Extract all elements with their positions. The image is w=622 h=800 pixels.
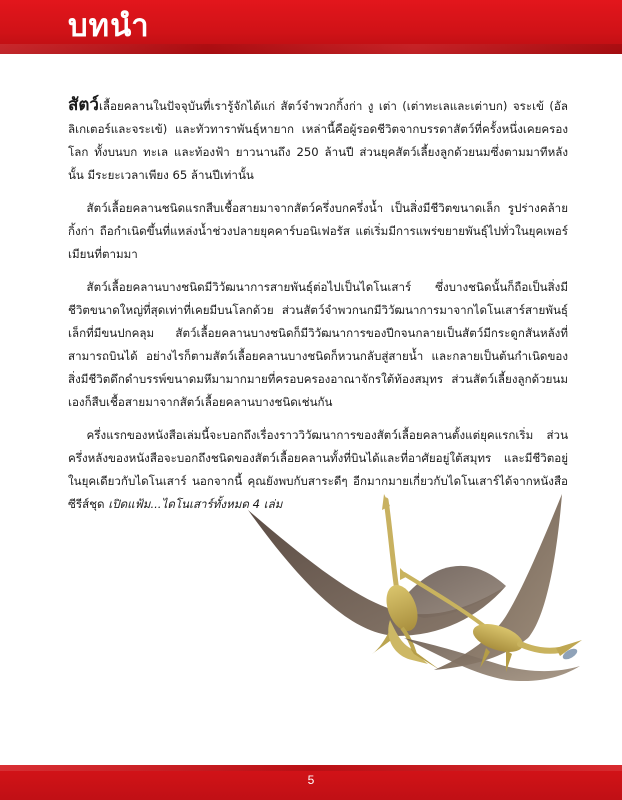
paragraph-1 [68, 94, 568, 187]
paragraph-3: สัตว์เลื้อยคลานบางชนิดมีวิวัฒนาการสายพันธุ์ต่อไปเป็นไดโนเสาร์ ซึ่งบางชนิดนั้นก็ถือเป็นสิ่งมีชีวิตขนาดใหญ่ที่สุดเท่าที่เคยมีบนโลกด้วย ส่วนสัตว์จำพวกนกมีวิวัฒนาการมาจากไดโนเสาร์สายพันธุ์เล็กที่มีขนปกคลุม สัตว์เลื้อยคลานบางชนิดก็มีวิวัฒนาการของปีกจนกลายเป็นสัตว์มีกระดูกสันหลังที่สามารถบินได้ อย่างไรก็ตามสัตว์เลื้อยคลานบางชนิดก็หวนกลับสู่สายน้ำ และกลายเป็นต้นกำเนิดของสิ่งมีชีวิตดึกดำบรรพ์ขนาดมหึมามากมายที่ครอบครองอาณาจักรใต้ท้องสมุทร ส่วนสัตว์เลี้ยงลูกด้วยนมเองก็สืบเชื้อสายมาจากสัตว์เลื้อยคลานบางชนิดเช่นกัน [68, 280, 568, 409]
pterosaur-illustration-icon [244, 488, 584, 703]
paragraph-1-text: เลื้อยคลานในปัจจุบันที่เรารู้จักได้แก่ สัตว์จำพวกกิ้งก่า งู เต่า (เต่าทะเลและเต่าบก) จระเข้ (อัลลิเกเตอร์และจระเข้) และทัวทาราพันธุ์หายาก เหล่านี้คือผู้รอดชีวิตจากบรรดาสัตว์ที่ครั้งหนึ่งเคยครองโลก ทั้งบนบก ทะเล และท้องฟ้า ยาวนานถึง 250 ล้านปี ส่วนยุคสัตว์เลี้ยงลูกด้วยนมซึ่งตามมาทีหลังนั้น มีระยะเวลาเพียง 65 ล้านปีเท่านั้น [68, 99, 568, 182]
chapter-header-bar [0, 0, 622, 54]
paragraph-2: สัตว์เลื้อยคลานชนิดแรกสืบเชื้อสายมาจากสัตว์ครึ่งบกครึ่งน้ำ เป็นสิ่งมีชีวิตขนาดเล็ก รูปร่างคล้ายกิ้งก่า ถือกำเนิดขึ้นที่แหล่งน้ำช่วงปลายยุคคาร์บอนิเฟอรัส แต่เริ่มมีการแพร่ขยายพันธุ์ไปทั่วในยุคเพอร์เมียนที่ตามมา [68, 201, 568, 261]
chapter-title: บทนำ [68, 8, 150, 44]
paragraph-4-text: ครึ่งแรกของหนังสือเล่มนี้จะบอกถึงเรื่องราววิวัฒนาการของสัตว์เลื้อยคลานตั้งแต่ยุคแรกเริ่ม ส่วนครึ่งหลังของหนังสือจะบอกถึงชนิดของสัตว์เลื้อยคลานทั้งที่บินได้และที่อาศัยอยู่ใต้สมุทร และมีชีวิตอยู่ในยุคเดียวกับไดโนเสาร์ นอกจากนี้ คุณยังพบกับสาระดีๆ อีกมากมายเกี่ยวกับไดโนเสาร์ได้จากหนังสือซีรีส์ชุด [68, 428, 568, 511]
article-body [68, 94, 568, 526]
drop-cap-word: สัตว์ [68, 95, 99, 115]
series-title: เปิดแฟ้ม...ไดโนเสาร์ทั้งหมด 4 เล่ม [108, 497, 283, 511]
page-number: 5 [307, 773, 315, 787]
